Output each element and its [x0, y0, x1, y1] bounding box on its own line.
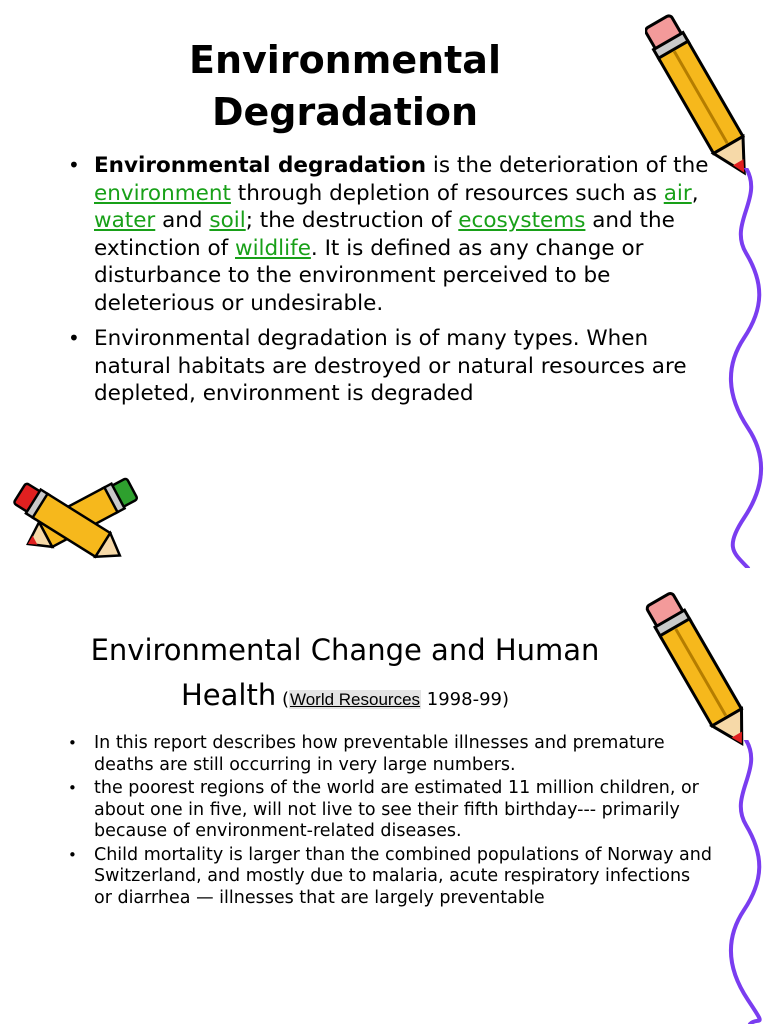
pencil-icon [645, 582, 755, 752]
slide1-title-line1: Environmental [189, 38, 501, 82]
link-water[interactable]: water [94, 208, 156, 233]
squiggle-line [724, 168, 768, 568]
bullet-text: through depletion of resources such as [230, 180, 664, 206]
slide1-bullet-1 [60, 152, 710, 317]
bullet-text: . It is defined as any change or disturbance to the environment perceived to be deleterious or undesirable. [94, 235, 644, 316]
slide1-title [150, 34, 540, 138]
bullet-text: and the extinction of [94, 208, 675, 261]
link-environment[interactable]: environment [94, 180, 231, 206]
bullet-text: and [155, 208, 210, 233]
link-wildlife[interactable]: wildlife [235, 235, 311, 261]
slide2-title [60, 628, 630, 722]
slide1-bullet-2: • Environmental degradation is of many types. When natural habitats are destroyed or natural resources are depleted, environment is degraded [60, 325, 710, 408]
slide2-title-year: 1998-99) [421, 689, 509, 710]
slide2-bullet-1: • In this report describes how preventable illnesses and premature deaths are still occurring in very large numbers. [62, 733, 712, 776]
slide1-bullet-list [60, 152, 710, 416]
slide2-title-main: Environmental Change and Human Health [90, 633, 600, 712]
link-air[interactable]: air [663, 180, 692, 206]
slide-environmental-change-health [0, 580, 768, 1024]
link-soil[interactable]: soil [209, 208, 246, 233]
slide1-title-line2: Degradation [211, 90, 479, 134]
term-environmental-degradation: Environmental degradation [94, 153, 427, 178]
bullet-text: is the deterioration of the [426, 153, 709, 178]
slide2-bullet-2: • the poorest regions of the world are estimated 11 million children, or about one in five, will not live to see their fifth birthday--- primarily because of environment-related diseases. [62, 778, 712, 843]
slide2-bullet-list [62, 733, 712, 911]
link-ecosystems[interactable]: ecosystems [458, 208, 586, 233]
pencil-icon [645, 2, 755, 182]
link-world-resources[interactable]: World Resources [289, 690, 421, 709]
crossed-pencils-icon [0, 462, 160, 572]
slide2-title-paren: ( [276, 689, 289, 710]
slide2-bullet-3: • Child mortality is larger than the combined populations of Norway and Switzerland, and mostly due to malaria, acute respiratory infections or diarrhea — illnesses that are largely preventable [62, 845, 712, 910]
bullet-text: , [691, 180, 699, 206]
squiggle-line [724, 740, 768, 1024]
bullet-text: ; the destruction of [245, 208, 459, 233]
